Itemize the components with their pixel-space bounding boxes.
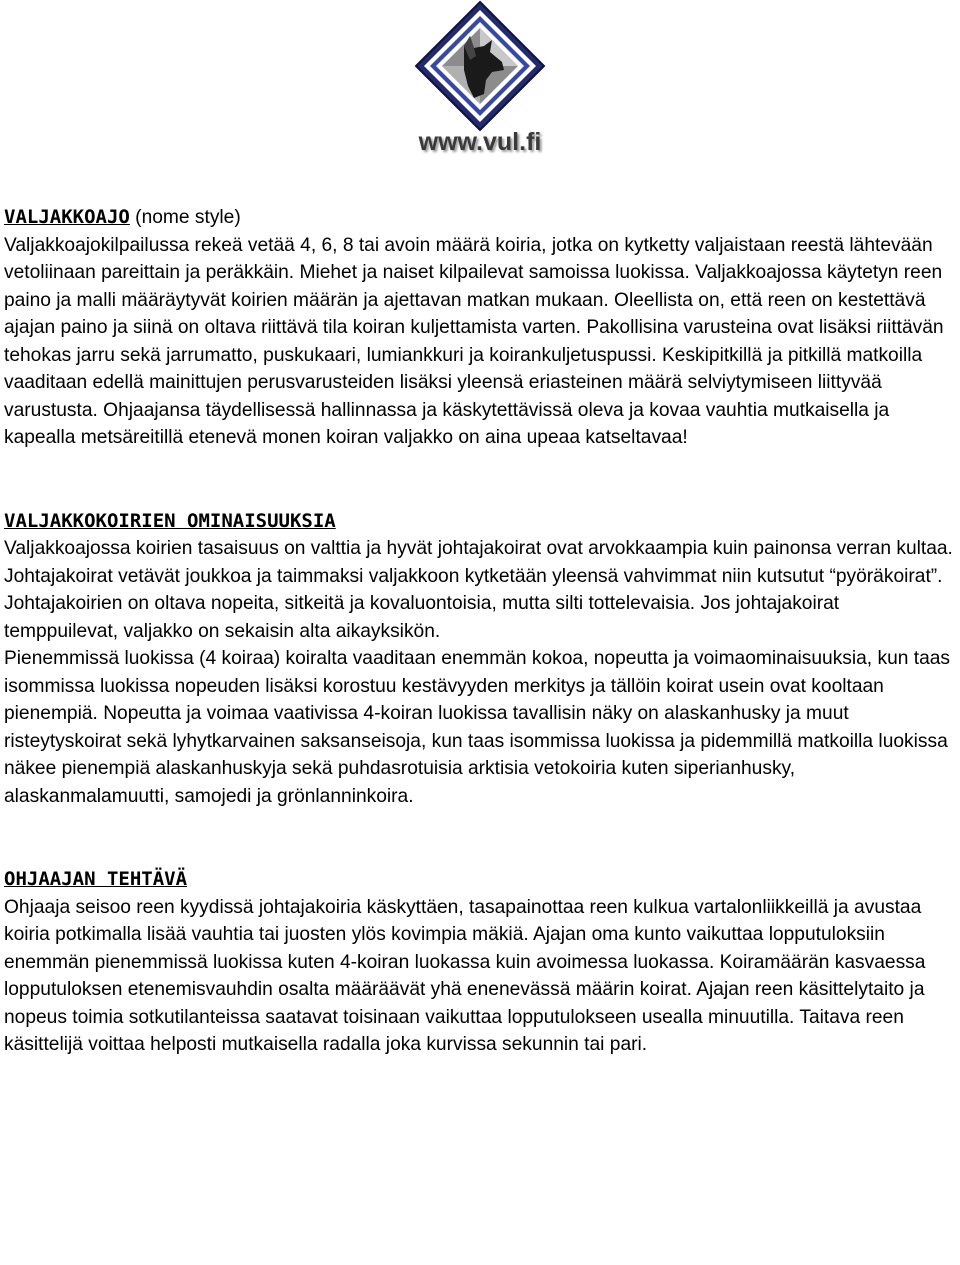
vul-logo [380,0,580,175]
section-heading-line [4,866,956,894]
section-heading: VALJAKKOAJO [4,206,130,228]
paragraph: Pienemmissä luokissa (4 koiraa) koiralta vaaditaan enemmän kokoa, nopeutta ja voimaominaisuuksia, kun taas isommissa luokissa nopeuden lisäksi korostuu kestävyyden merkitys ja tällöin koirat usein ovat kooltaan pienempiä. Nopeutta ja voimaa vaativissa 4-koiran luokissa tavallisin näky on alaskanhusky ja muut risteytyskoirat sekä lyhytkarvainen saksanseisoja, kun taas isommissa luokissa ja pidemmillä matkoilla luokissa näkee pienempiä alaskanhuskyja sekä puhdasrotuisia arktisia vetokoiria kuten siperianhusky, alaskanmalamuutti, samojedi ja grönlanninkoira. [4,648,951,807]
section-heading: OHJAAJAN TEHTÄVÄ [4,868,188,890]
section-heading-line [4,508,956,536]
section-heading: VALJAKKOKOIRIEN OMINAISUUKSIA [4,509,336,532]
section-heading-suffix: (nome style) [129,207,241,228]
logo-url-text: www.vul.fi [418,128,542,156]
paragraph: Ohjaaja seisoo reen kyydissä johtajakoiria käskyttäen, tasapainottaa reen kulkua vartalonliikkeillä ja avustaa koiria potkimalla lisää vauhtia tai juosten ylös kovimpia mäkiä. Ajajan oma kunto vaikuttaa lopputuloksiin enemmän pienemmissä luokissa kuten 4-koiran luokassa kuin avoimessa luokassa. Koiramäärän kasvaessa lopputuloksen etenemisvauhdin osalta määräävät yhä enenevässä määrin koirat. Ajajan reen käsittelytaito ja nopeus toimia sotkutilanteissa saatavat toisinaan vaikuttaa lopputulokseen usealla minuutilla. Taitava reen käsittelijä voittaa helposti mutkaisella radalla joka kurvissa sekunnin tai pari. [4,896,926,1055]
section-valjakkoajo [4,204,956,452]
section-valjakkokoirien-ominaisuuksia [4,508,956,811]
document-body [4,204,956,1059]
paragraph: Valjakkoajokilpailussa rekeä vetää 4, 6, 8 tai avoin määrä koiria, jotka on kytketty valjaistaan reestä lähtevään vetoliinaan pareittain ja peräkkäin. Miehet ja naiset kilpailevat samoissa luokissa. Valjakkoajossa käytetyn reen paino ja malli määräytyvät koirien määrän ja ajettavan matkan mukaan. Oleellista on, että reen on kestettävä ajajan paino ja siinä on oltava riittävä tila koiran kuljettamista varten. Pakollisina varusteina ovat lisäksi riittävän tehokas jarru sekä jarrumatto, puskukaari, lumiankkuri ja koirankuljetuspussi. Keskipitkillä ja pitkillä matkoilla vaaditaan edellä mainittujen perusvarusteiden lisäksi yleensä eriasteinen määrä selviytymiseen liittyvää varustusta. Ohjaajansa täydellisessä hallinnassa ja käskytettävissä oleva ja kovaa vauhtia mutkaisella ja kapealla metsäreitillä etenevä monen koiran valjakko on aina upeaa katseltavaa! [4,234,944,448]
section-ohjaajan-tehtava [4,866,956,1059]
logo-emblem [380,0,580,135]
paragraph: Valjakkoajossa koirien tasaisuus on valttia ja hyvät johtajakoirat ovat arvokkaampia kuin painonsa verran kultaa. Johtajakoirat vetävät joukkoa ja taimmaksi valjakkoon kytketään yleensä vahvimmat niin kutsutut “pyöräkoirat”. Johtajakoirien on oltava nopeita, sitkeitä ja kovaluontoisia, mutta silti tottelevaisia. Jos johtajakoirat temppuilevat, valjakko on sekaisin alta aikayksikön. [4,538,953,642]
section-heading-line [4,204,956,232]
